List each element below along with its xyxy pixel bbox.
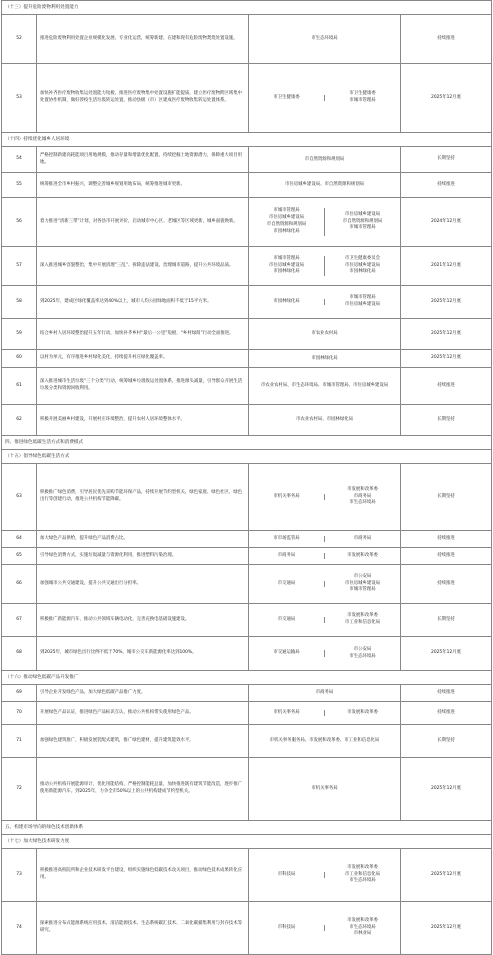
unit-name: 市住房城乡建设局 xyxy=(268,262,305,268)
item-number: 74 xyxy=(2,902,37,954)
unit-name: 市城市管理局 xyxy=(349,225,376,231)
item-number: 66 xyxy=(2,565,37,603)
unit-name: 市机关事务局 xyxy=(273,493,300,499)
item-number: 56 xyxy=(2,198,37,246)
unit-name: 市自然资源和规划局 xyxy=(342,218,383,224)
cooperating-units xyxy=(325,613,400,627)
lead-unit xyxy=(249,553,325,560)
table-row xyxy=(1,198,492,247)
unit-name: 市科技局 xyxy=(277,924,296,930)
task-text: 推进危险废物利用处置企业规模化发展、专业化运营，统筹新建、在建和现有危险废物焚烧处置设施。 xyxy=(37,15,249,63)
lead-unit xyxy=(249,872,325,879)
responsible-units xyxy=(249,15,401,63)
unit-name: 市城市管理局 xyxy=(349,587,376,593)
responsible-units xyxy=(249,64,401,132)
unit-name: 市交通局 xyxy=(277,580,296,586)
responsible-units xyxy=(249,247,401,285)
item-number: 67 xyxy=(2,604,37,636)
unit-name: 市住房城乡建设局 xyxy=(344,580,381,586)
task-text: 以村为单元，有序推进乡村绿化美化，持续提升村庄绿化覆盖率。 xyxy=(37,350,249,367)
responsible-units xyxy=(249,147,401,172)
unit-name: 市公安局 xyxy=(353,573,372,579)
cooperating-units xyxy=(325,918,400,938)
responsible-units xyxy=(249,758,401,820)
table-row xyxy=(1,173,492,198)
lead-unit xyxy=(249,256,325,276)
deadline: 2025年12月底 xyxy=(431,298,461,304)
item-number: 73 xyxy=(2,849,37,901)
cooperating-units xyxy=(325,91,400,105)
table-row xyxy=(1,758,492,821)
task-text: 结合乡村人居环境整治提升五年行动，加快补齐乡村“最后一公里”短板，“乡村绿荫”行动全面推进。 xyxy=(37,319,249,349)
item-number: 68 xyxy=(2,637,37,670)
deadline: 2024年12月底 xyxy=(431,218,461,224)
task-text: 引导企业开发绿色产品，加大绿色低碳产品推广力度。 xyxy=(37,685,249,701)
unit-name: 市林业局 xyxy=(353,931,372,937)
deadline: 持续推进 xyxy=(437,181,455,187)
item-number: 57 xyxy=(2,247,37,285)
lead-unit xyxy=(249,95,325,102)
lead-unit xyxy=(249,208,325,235)
deadline: 长期坚持 xyxy=(437,737,455,743)
task-text: 统筹推进全市乡村振兴，调整完善城乡规划用地布局，统筹推进城市更新。 xyxy=(37,173,249,197)
deadline: 长期坚持 xyxy=(437,493,455,499)
table-row xyxy=(1,637,492,671)
deadline: 2025年12月底 xyxy=(431,94,461,100)
unit-name: 市发展和改革委 xyxy=(347,917,378,923)
table-row xyxy=(1,64,492,133)
task-text: 深入推进城乡容貌整治，集中开展清理“三乱”、拆除违法建设、治理城市道路，提升公共环境品质。 xyxy=(37,247,249,285)
unit-name: 市交通运输局 xyxy=(273,650,300,656)
item-number: 52 xyxy=(2,15,37,63)
unit-name: 市发展和改革委 xyxy=(347,552,378,558)
lead-unit xyxy=(249,494,325,501)
lead-unit xyxy=(249,581,325,588)
responsible-units xyxy=(249,849,401,901)
unit-name: 市发展和改革委 xyxy=(347,864,378,870)
cooperating-units xyxy=(325,574,400,594)
cooperating-units xyxy=(325,710,400,717)
table-row xyxy=(1,15,492,64)
lead-unit xyxy=(249,650,325,657)
cooperating-units xyxy=(325,212,400,232)
cooperating-units xyxy=(325,256,400,276)
unit-name: 市商务局 xyxy=(353,535,372,541)
responsible-units xyxy=(249,198,401,246)
deadline: 持续推进 xyxy=(437,382,455,388)
task-text: 深入推进城市生活垃圾“三个分类”行动，统筹城乡垃圾收运处置体系，推进源头减量，引导群众开展生活垃圾分类和资源回收利用。 xyxy=(37,368,249,404)
lead-unit xyxy=(249,536,325,543)
task-text: 积极开展美丽乡村建设，开展村庄环境整治，提升农村人居环境整体水平。 xyxy=(37,405,249,435)
deadline: 2021年12月底 xyxy=(431,262,461,268)
task-text: 探索推进分布式能源系统应用技术、清洁能源技术、生态系统碳汇技术、二氧化碳捕集利用与封存技术等研究。 xyxy=(37,902,249,954)
table-row xyxy=(1,685,492,702)
responsible-units xyxy=(249,685,401,701)
cooperating-units xyxy=(325,487,400,507)
unit-name: 市卫生健康委员会 xyxy=(344,255,381,261)
responsible-units xyxy=(249,286,401,318)
deadline: 持续推进 xyxy=(437,689,455,695)
unit-name: 市商务局 xyxy=(277,552,296,558)
unit-name: 市工业和信息化局 xyxy=(344,871,381,877)
item-number: 65 xyxy=(2,548,37,564)
responsible-units xyxy=(249,565,401,603)
unit-name: 市园林绿化局 xyxy=(349,269,376,275)
item-number: 69 xyxy=(2,685,37,701)
unit-name: 市商务局 xyxy=(315,690,334,696)
deadline: 长期坚持 xyxy=(437,416,455,422)
section-heading: （十三）提升危险废物利用处置能力 xyxy=(1,0,492,15)
unit-name: 市交通局 xyxy=(277,616,296,622)
responsible-units xyxy=(249,173,401,197)
unit-name: 市园林绿化局 xyxy=(311,355,338,361)
main-heading: 四、推进绿色低碳生活方式和消费模式 xyxy=(1,436,492,450)
unit-name: 市机关事务局 xyxy=(273,709,300,715)
responsible-units xyxy=(249,725,401,757)
item-number: 71 xyxy=(2,725,37,757)
unit-name: 市住房城乡建设局 xyxy=(344,302,381,307)
table-row xyxy=(1,368,492,405)
table-row xyxy=(1,350,492,368)
task-text: 积极推进高校院所和企业技术研发平台建设，组织实施绿色低碳技术攻关项目，推动绿色技术成果转化应用。 xyxy=(37,849,249,901)
cooperating-units xyxy=(325,553,400,560)
table-row xyxy=(1,147,492,173)
table-row xyxy=(1,849,492,902)
task-text: 加大绿色产品供给，提升绿色产品消费占比。 xyxy=(37,531,249,547)
unit-name: 市生态环境局 xyxy=(349,653,376,659)
main-heading: 五、构建市场导向的绿色技术创新体系 xyxy=(1,821,492,835)
deadline: 2025年12月底 xyxy=(431,871,461,877)
item-number: 54 xyxy=(2,147,37,172)
responsible-units xyxy=(249,604,401,636)
deadline: 长期坚持 xyxy=(437,616,455,622)
unit-name: 市自然资源和规划局 xyxy=(304,156,345,162)
unit-name: 市生态环境局 xyxy=(311,36,338,42)
task-text: 引导绿色消费方式，实施垃圾减量与资源化利用，推进塑料污染治理。 xyxy=(37,548,249,564)
task-text: 到2025年，建成区绿化覆盖率达到40%以上，城市人均公园绿地面积不低于15平方米。 xyxy=(37,286,249,318)
deadline: 长期坚持 xyxy=(437,156,455,162)
item-number: 61 xyxy=(2,368,37,404)
unit-name: 市市场监管局 xyxy=(273,535,300,541)
unit-name: 市住房城乡建设局 xyxy=(268,215,305,221)
cooperating-units xyxy=(325,295,400,309)
task-text: 积极推广绿色消费，引导居民优先采购节能环保产品，持续开展节约型机关、绿色家庭、绿色社区、绿色出行等创建行动，推进公共机构节能降碳。 xyxy=(37,464,249,530)
task-text: 开展绿色产品认证，推进绿色产品标识互认，推动公共机构带头使用绿色产品。 xyxy=(37,702,249,724)
unit-name: 市商务局 xyxy=(353,493,372,499)
item-number: 59 xyxy=(2,319,37,349)
task-text: 到2025年，城市绿色出行比例不低于70%，城市公交车新能源化率达到100%。 xyxy=(37,637,249,670)
table-row xyxy=(1,604,492,637)
table-row xyxy=(1,247,492,286)
deadline: 持续推进 xyxy=(437,580,455,586)
section-heading: （十五）倡导绿色低碳生活方式 xyxy=(1,450,492,464)
table-row xyxy=(1,286,492,319)
unit-name: 市农业农村局、市园林绿化局 xyxy=(295,417,354,423)
unit-name: 市科技局 xyxy=(277,871,296,877)
unit-name: 市机关事务局 xyxy=(311,786,338,792)
unit-name: 市发展和改革委 xyxy=(347,709,378,715)
task-text: 严格控制新建高耗能项目用地规模，推动存量和增量优化配置，持续挖掘土地资源潜力，保障重大项目用地。 xyxy=(37,147,249,172)
table-row xyxy=(1,725,492,758)
deadline: 2025年12月底 xyxy=(431,330,461,336)
document-table xyxy=(1,0,492,955)
responsible-units xyxy=(249,350,401,367)
deadline: 持续推进 xyxy=(437,552,455,558)
table-row xyxy=(1,902,492,955)
unit-name: 市城市管理局 xyxy=(273,255,300,261)
item-number: 63 xyxy=(2,464,37,530)
unit-name: 市自然资源和规划局 xyxy=(266,222,307,227)
item-number: 64 xyxy=(2,531,37,547)
task-text: 推动公共机构开展能源审计，优化用能结构，严格控制能耗总量，加快推进既有建筑节能改造，逐步推广使用新能源汽车。到2025年，力争全市50%以上的公共机构建成节约型机关。 xyxy=(37,758,249,820)
item-number: 70 xyxy=(2,702,37,724)
section-heading: （十四）持续优化城乡人居环境 xyxy=(1,133,492,147)
item-number: 53 xyxy=(2,64,37,132)
cooperating-units xyxy=(325,865,400,885)
item-number: 72 xyxy=(2,758,37,820)
unit-name: 市住房城乡建设局、市自然资源和规划局 xyxy=(284,182,365,188)
unit-name: 市卫生健康委 xyxy=(349,91,376,97)
unit-name: 市生态环境局 xyxy=(349,500,376,506)
lead-unit xyxy=(249,617,325,624)
unit-name: 市城市管理局 xyxy=(273,208,300,214)
table-row xyxy=(1,405,492,436)
item-number: 60 xyxy=(2,350,37,367)
responsible-units xyxy=(249,531,401,547)
unit-name: 市城市管理局 xyxy=(349,295,376,301)
item-number: 55 xyxy=(2,173,37,197)
table-row xyxy=(1,319,492,350)
lead-unit xyxy=(249,925,325,932)
unit-name: 市发展和改革委 xyxy=(347,486,378,492)
item-number: 62 xyxy=(2,405,37,435)
unit-name: 市卫生健康委 xyxy=(273,94,300,100)
task-text: 加快补齐医疗废物收集运处置能力短板，推进医疗废物集中处置设施扩能提质，建立医疗废物跨区域集中处置协作机制，做好涉疫生活垃圾转运处置，推动县级（市）区建成医疗废物收集转运处置体系。 xyxy=(37,64,249,132)
unit-name: 市园林绿化局 xyxy=(273,228,300,234)
table-row xyxy=(1,464,492,531)
unit-name: 市公安局 xyxy=(353,646,372,652)
responsible-units xyxy=(249,548,401,564)
unit-name: 市园林绿化局 xyxy=(273,298,300,304)
deadline: 2025年12月底 xyxy=(431,650,461,656)
table-row xyxy=(1,702,492,725)
unit-name: 市生态环境局 xyxy=(349,924,376,930)
unit-name: 市城市管理局 xyxy=(349,98,376,103)
deadline: 2025年12月底 xyxy=(431,355,461,361)
section-heading: （十六）推动绿色低碳产品开发推广 xyxy=(1,671,492,685)
unit-name: 市农业农村局、市生态环境局、市城市管理局、市住房城乡建设局 xyxy=(260,383,389,389)
deadline: 持续推进 xyxy=(437,35,455,41)
unit-name: 市农业农村局 xyxy=(311,331,338,337)
task-text: 加强城市公共交通建设，提升公共交通出行分担率。 xyxy=(37,565,249,603)
responsible-units xyxy=(249,368,401,404)
lead-unit xyxy=(249,710,325,717)
item-number: 58 xyxy=(2,286,37,318)
table-row xyxy=(1,548,492,565)
cooperating-units xyxy=(325,536,400,543)
unit-name: 市工业和信息化局 xyxy=(344,620,381,625)
responsible-units xyxy=(249,464,401,530)
unit-name: 市生态环境局 xyxy=(349,878,376,884)
responsible-units xyxy=(249,637,401,670)
task-text: 积极推广新能源汽车，推动公共领域车辆电动化，完善充换电基础设施建设。 xyxy=(37,604,249,636)
responsible-units xyxy=(249,319,401,349)
deadline: 持续推进 xyxy=(437,535,455,541)
deadline: 2025年12月底 xyxy=(431,924,461,930)
lead-unit xyxy=(249,299,325,306)
unit-name: 市住房城乡建设局 xyxy=(344,262,381,268)
unit-name: 市园林绿化局 xyxy=(273,269,300,275)
task-text: 着力推进“清新三带”计划，对各县市开展评价，启动城市中心区、老城区等区域更新，城乡面貌焕新。 xyxy=(37,198,249,246)
cooperating-units xyxy=(325,647,400,661)
responsible-units xyxy=(249,702,401,724)
unit-name: 市发展和改革委 xyxy=(347,613,378,619)
unit-name: 市机关事务服务局、市发展和改革委、市工业和信息化局 xyxy=(269,738,380,744)
deadline: 2025年12月底 xyxy=(431,785,461,791)
table-row xyxy=(1,565,492,604)
task-text: 加强绿色建筑推广，积极发展装配式建筑，推广绿色建材，提升建筑能效水平。 xyxy=(37,725,249,757)
section-heading: （十七）加大绿色技术研发力度 xyxy=(1,835,492,849)
table-row xyxy=(1,531,492,548)
responsible-units xyxy=(249,405,401,435)
deadline: 持续推进 xyxy=(437,709,455,715)
unit-name: 市住房城乡建设局 xyxy=(344,211,381,217)
responsible-units xyxy=(249,902,401,954)
